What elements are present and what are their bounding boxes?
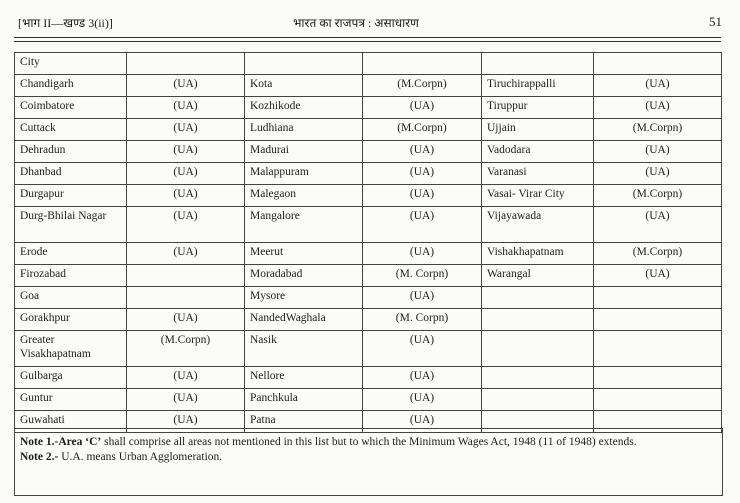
table-row bbox=[15, 265, 722, 287]
type-cell: (UA) bbox=[363, 331, 482, 367]
city-cell: Vijayawada bbox=[482, 207, 594, 243]
type-cell: (UA) bbox=[363, 389, 482, 411]
city-cell: Malappuram bbox=[245, 163, 363, 185]
type-cell bbox=[594, 287, 722, 309]
type-cell: (UA) bbox=[594, 163, 722, 185]
type-cell: (UA) bbox=[127, 411, 245, 433]
type-cell: (UA) bbox=[127, 97, 245, 119]
note-2 bbox=[20, 450, 717, 465]
city-cell: Goa bbox=[15, 287, 127, 309]
city-cell: Nellore bbox=[245, 367, 363, 389]
table-row bbox=[15, 367, 722, 389]
city-cell: Vasai- Virar City bbox=[482, 185, 594, 207]
city-cell: Dehradun bbox=[15, 141, 127, 163]
city-cell: Firozabad bbox=[15, 265, 127, 287]
table-cell bbox=[482, 53, 594, 75]
type-cell: (UA) bbox=[363, 367, 482, 389]
table-row bbox=[15, 141, 722, 163]
city-cell: Coimbatore bbox=[15, 97, 127, 119]
type-cell bbox=[127, 265, 245, 287]
page-number: 51 bbox=[709, 14, 722, 29]
city-cell: Greater Visakhapatnam bbox=[15, 331, 127, 367]
city-cell: Durg-Bhilai Nagar bbox=[15, 207, 127, 243]
type-cell: (M.Corpn) bbox=[127, 331, 245, 367]
table-cell bbox=[245, 53, 363, 75]
type-cell bbox=[127, 287, 245, 309]
table-header-row bbox=[15, 53, 722, 75]
city-cell: Kozhikode bbox=[245, 97, 363, 119]
header-rule bbox=[14, 37, 721, 38]
city-cell: Cuttack bbox=[15, 119, 127, 141]
type-cell: (UA) bbox=[127, 185, 245, 207]
header-rule-double bbox=[14, 41, 721, 42]
table-row bbox=[15, 287, 722, 309]
type-cell: (UA) bbox=[363, 243, 482, 265]
city-cell: Malegaon bbox=[245, 185, 363, 207]
table-cell bbox=[594, 53, 722, 75]
city-cell bbox=[482, 389, 594, 411]
type-cell: (UA) bbox=[363, 207, 482, 243]
type-cell: (UA) bbox=[363, 185, 482, 207]
table-row bbox=[15, 119, 722, 141]
city-cell: Ludhiana bbox=[245, 119, 363, 141]
type-cell: (UA) bbox=[594, 97, 722, 119]
type-cell: (UA) bbox=[127, 207, 245, 243]
city-cell bbox=[482, 287, 594, 309]
table-cell bbox=[363, 53, 482, 75]
type-cell: (UA) bbox=[363, 163, 482, 185]
type-cell: (UA) bbox=[363, 97, 482, 119]
city-cell: Durgapur bbox=[15, 185, 127, 207]
notes-box bbox=[14, 428, 723, 496]
city-cell: NandedWaghala bbox=[245, 309, 363, 331]
type-cell: (UA) bbox=[594, 75, 722, 97]
table-row bbox=[15, 97, 722, 119]
table-row bbox=[15, 185, 722, 207]
city-cell: Moradabad bbox=[245, 265, 363, 287]
type-cell: (UA) bbox=[363, 287, 482, 309]
city-cell: Tiruppur bbox=[482, 97, 594, 119]
note-2-text: U.A. means Urban Agglomeration. bbox=[58, 451, 223, 463]
city-cell: Nasik bbox=[245, 331, 363, 367]
table-row bbox=[15, 331, 722, 367]
type-cell: (UA) bbox=[127, 75, 245, 97]
column-header-city: City bbox=[15, 53, 127, 75]
table-row bbox=[15, 75, 722, 97]
type-cell: (M.Corpn) bbox=[363, 119, 482, 141]
section-label: [भाग II—खण्ड 3(ii)] bbox=[18, 16, 113, 30]
city-cell bbox=[482, 309, 594, 331]
city-cell: Meerut bbox=[245, 243, 363, 265]
type-cell: (M.Corpn) bbox=[594, 243, 722, 265]
table-row bbox=[15, 389, 722, 411]
type-cell: (UA) bbox=[363, 141, 482, 163]
city-cell: Mysore bbox=[245, 287, 363, 309]
city-cell: Gulbarga bbox=[15, 367, 127, 389]
city-cell: Warangal bbox=[482, 265, 594, 287]
city-cell: Guwahati bbox=[15, 411, 127, 433]
page-header bbox=[18, 14, 722, 32]
type-cell bbox=[594, 309, 722, 331]
city-cell: Ujjain bbox=[482, 119, 594, 141]
city-cell: Chandigarh bbox=[15, 75, 127, 97]
city-cell: Vishakhapatnam bbox=[482, 243, 594, 265]
type-cell: (UA) bbox=[127, 367, 245, 389]
type-cell bbox=[594, 389, 722, 411]
city-cell: Madurai bbox=[245, 141, 363, 163]
note-1-text: shall comprise all areas not mentioned in this list but to which the Minimum Wages Act, 1948 (11 of 1948) extends. bbox=[101, 436, 637, 448]
type-cell: (UA) bbox=[127, 243, 245, 265]
type-cell: (UA) bbox=[127, 163, 245, 185]
table-row bbox=[15, 243, 722, 265]
city-cell: Dhanbad bbox=[15, 163, 127, 185]
city-cell: Vadodara bbox=[482, 141, 594, 163]
city-cell: Kota bbox=[245, 75, 363, 97]
type-cell: (M.Corpn) bbox=[594, 185, 722, 207]
table-row bbox=[15, 309, 722, 331]
table-row bbox=[15, 207, 722, 243]
type-cell bbox=[594, 367, 722, 389]
type-cell: (UA) bbox=[594, 207, 722, 243]
table-row bbox=[15, 163, 722, 185]
city-cell bbox=[482, 331, 594, 367]
city-cell: Varanasi bbox=[482, 163, 594, 185]
note-1-area: Area ‘C’ bbox=[58, 436, 102, 448]
note-1-label: Note 1.- bbox=[20, 436, 59, 448]
type-cell: (M. Corpn) bbox=[363, 309, 482, 331]
type-cell: (UA) bbox=[127, 309, 245, 331]
city-cell: Tiruchirappalli bbox=[482, 75, 594, 97]
type-cell: (M.Corpn) bbox=[363, 75, 482, 97]
city-cell: Erode bbox=[15, 243, 127, 265]
type-cell: (UA) bbox=[127, 141, 245, 163]
type-cell: (UA) bbox=[594, 265, 722, 287]
type-cell bbox=[594, 331, 722, 367]
city-classification-table bbox=[14, 52, 722, 433]
type-cell: (UA) bbox=[594, 141, 722, 163]
type-cell: (M.Corpn) bbox=[594, 119, 722, 141]
type-cell: (UA) bbox=[363, 411, 482, 433]
city-cell: Patna bbox=[245, 411, 363, 433]
note-2-label: Note 2.- bbox=[20, 451, 59, 463]
city-cell: Guntur bbox=[15, 389, 127, 411]
gazette-title: भारत का राजपत्र : असाधारण bbox=[293, 16, 419, 30]
type-cell: (M. Corpn) bbox=[363, 265, 482, 287]
table-cell bbox=[127, 53, 245, 75]
type-cell: (UA) bbox=[127, 119, 245, 141]
city-cell: Panchkula bbox=[245, 389, 363, 411]
city-cell: Mangalore bbox=[245, 207, 363, 243]
city-cell bbox=[482, 367, 594, 389]
note-1 bbox=[20, 435, 717, 450]
type-cell: (UA) bbox=[127, 389, 245, 411]
city-cell: Gorakhpur bbox=[15, 309, 127, 331]
